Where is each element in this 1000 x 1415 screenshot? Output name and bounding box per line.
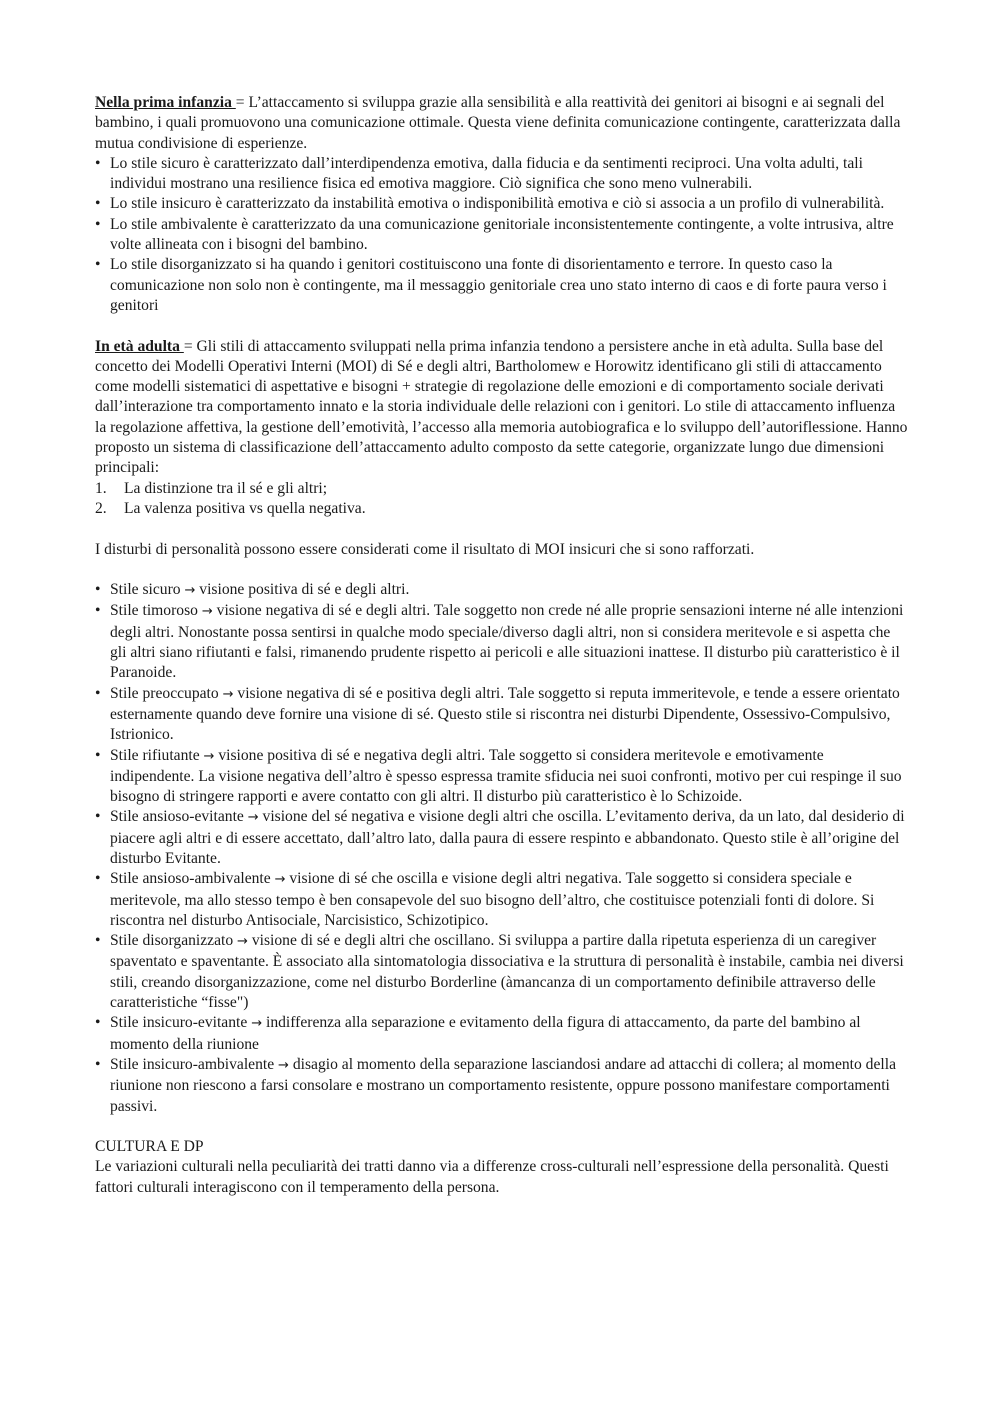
list-item — [95, 869, 910, 931]
item-number: 2. — [95, 499, 107, 517]
right-arrow-icon: → — [222, 686, 234, 702]
style-description: disagio al momento della separazione lasciandosi andare ad attacchi di collera; al momento della riunione non riescono a farsi consolare e mostrano un comportamento resistente, oppure possono manifestare comportamenti passivi. — [110, 1055, 896, 1115]
list-item: • Lo stile disorganizzato si ha quando i genitori costituiscono una fonte di disorientamento e terrore. In questo caso la comunicazione non solo non è contingente, ma il messaggio genitoriale crea uno stato interno di caos e di forte paura verso i genitori — [95, 255, 910, 316]
style-name: Stile ansioso-evitante — [110, 808, 248, 826]
list-item — [95, 746, 910, 808]
item-text: La valenza positiva vs quella negativa. — [124, 499, 366, 517]
item-text: La distinzione tra il sé e gli altri; — [124, 479, 328, 497]
style-name: Stile insicuro-evitante — [110, 1014, 252, 1032]
style-description: visione di sé e degli altri che oscillano. Si sviluppa a partire dalla ripetuta esperienza di un caregiver spaventato e spaventante. È associato alla sintomatologia dissociativa e la struttura di personalità è instabile, cambia nei diversi stili, creando disorganizzazione, come nel disturbo Borderline (àmancanza di un comportamento definibile attraverso delle caratteristiche “fisse") — [110, 932, 904, 1012]
right-arrow-icon: → — [278, 1057, 289, 1073]
list-item — [95, 580, 910, 601]
culture-heading: CULTURA E DP — [95, 1138, 204, 1156]
list-item — [95, 1055, 910, 1117]
list-item — [95, 684, 910, 746]
infancy-bullet-list — [95, 154, 910, 316]
right-arrow-icon: → — [237, 934, 248, 950]
infancy-paragraph — [95, 93, 910, 154]
list-item — [95, 807, 910, 869]
style-name: Stile timoroso — [110, 602, 202, 620]
personality-disorders-note: I disturbi di personalità possono essere considerati come il risultato di MOI insicuri che si sono rafforzati. — [95, 540, 755, 558]
list-item — [95, 1013, 910, 1055]
item-number: 1. — [95, 479, 107, 497]
style-name: Stile disorganizzato — [110, 932, 238, 950]
style-description: visione positiva di sé e negativa degli altri. Tale soggetto si considera meritevole e emotivamente indipendente. La visione negativa dell’altro è spesso espressa tramite sfiducia nei suoi confronti, motivo per cui respinge il suo bisogno di stringere rapporti e avere contatto con gli altri. Il disturbo più caratteristico è lo Schizoide. — [110, 746, 902, 806]
attachment-styles-list — [95, 580, 910, 1117]
style-description: visione negativa di sé e degli altri. Tale soggetto non crede né alle proprie sensazioni interne né alle intenzioni degli altri. Nonostante possa sentirsi in qualche modo speciale/diverso dagli altri, non si considera meritevole e si aspetta che gli altri siano rifiutanti e falsi, rimanendo prudente rispetto ai pericoli e alle situazioni inattese. Il disturbo più caratteristico è il Paranoide. — [110, 602, 904, 682]
style-name: Stile preoccupato — [110, 684, 223, 702]
infancy-heading: Nella prima infanzia — [95, 94, 236, 111]
right-arrow-icon: → — [203, 748, 215, 764]
style-description: visione positiva di sé e degli altri. — [195, 581, 410, 599]
right-arrow-icon: → — [247, 810, 259, 826]
list-item: • Lo stile insicuro è caratterizzato da instabilità emotiva o indisponibilità emotiva e ciò si associa a un profilo di vulnerabilità. — [95, 194, 910, 214]
right-arrow-icon: → — [274, 872, 286, 888]
list-item: • Lo stile ambivalente è caratterizzato da una comunicazione genitoriale inconsistentemente contingente, a volte intrusiva, altre volte allineata con i bisogni del bambino. — [95, 215, 910, 256]
style-description: visione di sé che oscilla e visione degli altri negativa. Tale soggetto si considera speciale e meritevole, ma allo stesso tempo è ben consapevole del suo bisogno dell’altro, che costituisce potenziali fonti di dolore. Si riscontra nel disturbo Antisociale, Narcisistico, Schizotipico. — [110, 870, 875, 929]
list-item: • Lo stile sicuro è caratterizzato dall’interdipendenza emotiva, dalla fiducia e da sentimenti reciproci. Una volta adulti, tali individui mostrano una resilience fisica ed emotiva maggiore. Ciò significa che sono meno vulnerabili. — [95, 154, 910, 195]
style-name: Stile sicuro — [110, 581, 185, 599]
adulthood-intro: = Gli stili di attaccamento sviluppati nella prima infanzia tendono a persistere anche in età adulta. Sulla base del concetto dei Modelli Operativi Interni (MOI) di Sé e degli altri, Bartholomew e Horowitz identificano gli stili di attaccamento come modelli sistematici di aspettative e bisogni + strategie di regolazione delle emozioni e di comportamento sociale derivati dall’interazione tra comportamento innato e la storia individuale delle relazioni con i genitori. Lo stile di attaccamento influenza la regolazione affettiva, la gestione dell’emotività, l’accesso alla memoria autobiografica e lo sviluppo dell’autoriflessione. Hanno proposto un sistema di classificazione dell’attaccamento adulto composto da sette categorie, organizzate lungo due dimensioni principali: — [95, 337, 908, 477]
style-description: indifferenza alla separazione e evitamento della figura di attaccamento, da parte del bambino al momento della riunione — [110, 1014, 861, 1053]
infancy-intro: = L’attaccamento si sviluppa grazie alla sensibilità e alla reattività dei genitori ai bisogni e ai segnali del bambino, i quali promuovono una comunicazione ottimale. Questa viene definita comunicazione contingente, caratterizzata dalla mutua condivisione di esperienze. — [95, 94, 901, 152]
right-arrow-icon: → — [251, 1016, 263, 1032]
adulthood-heading: In età adulta — [95, 337, 184, 355]
right-arrow-icon: → — [201, 604, 213, 620]
style-name: Stile rifiutante — [110, 746, 204, 764]
style-description: visione negativa di sé e positiva degli altri. Tale soggetto si reputa immeritevole, e tende a essere orientato esternamente quando deve fornire una visione di sé. Questo stile si riscontra nei disturbi Dipendente, Ossessivo-Compulsivo, Istrionico. — [110, 684, 900, 744]
style-name: Stile ansioso-ambivalente — [110, 870, 275, 888]
adulthood-paragraph — [95, 337, 910, 479]
style-name: Stile insicuro-ambivalente — [110, 1055, 279, 1073]
culture-paragraph: Le variazioni culturali nella peculiarità dei tratti danno via a differenze cross-culturali nell’espressione della personalità. Questi fattori culturali interagiscono con il temperamento della persona. — [95, 1158, 889, 1196]
dimensions-list — [95, 479, 910, 520]
style-description: visione del sé negativa e visione degli altri che oscilla. L’evitamento deriva, da un lato, dal desiderio di piacere agli altri e di essere accettato, dall’altro lato, dalla paura di essere respinto e abbandonato. Questo stile è all’origine del disturbo Evitante. — [110, 808, 905, 867]
list-item — [95, 601, 910, 683]
list-item — [95, 479, 910, 499]
right-arrow-icon: → — [184, 583, 196, 599]
list-item — [95, 499, 910, 519]
list-item — [95, 931, 910, 1013]
